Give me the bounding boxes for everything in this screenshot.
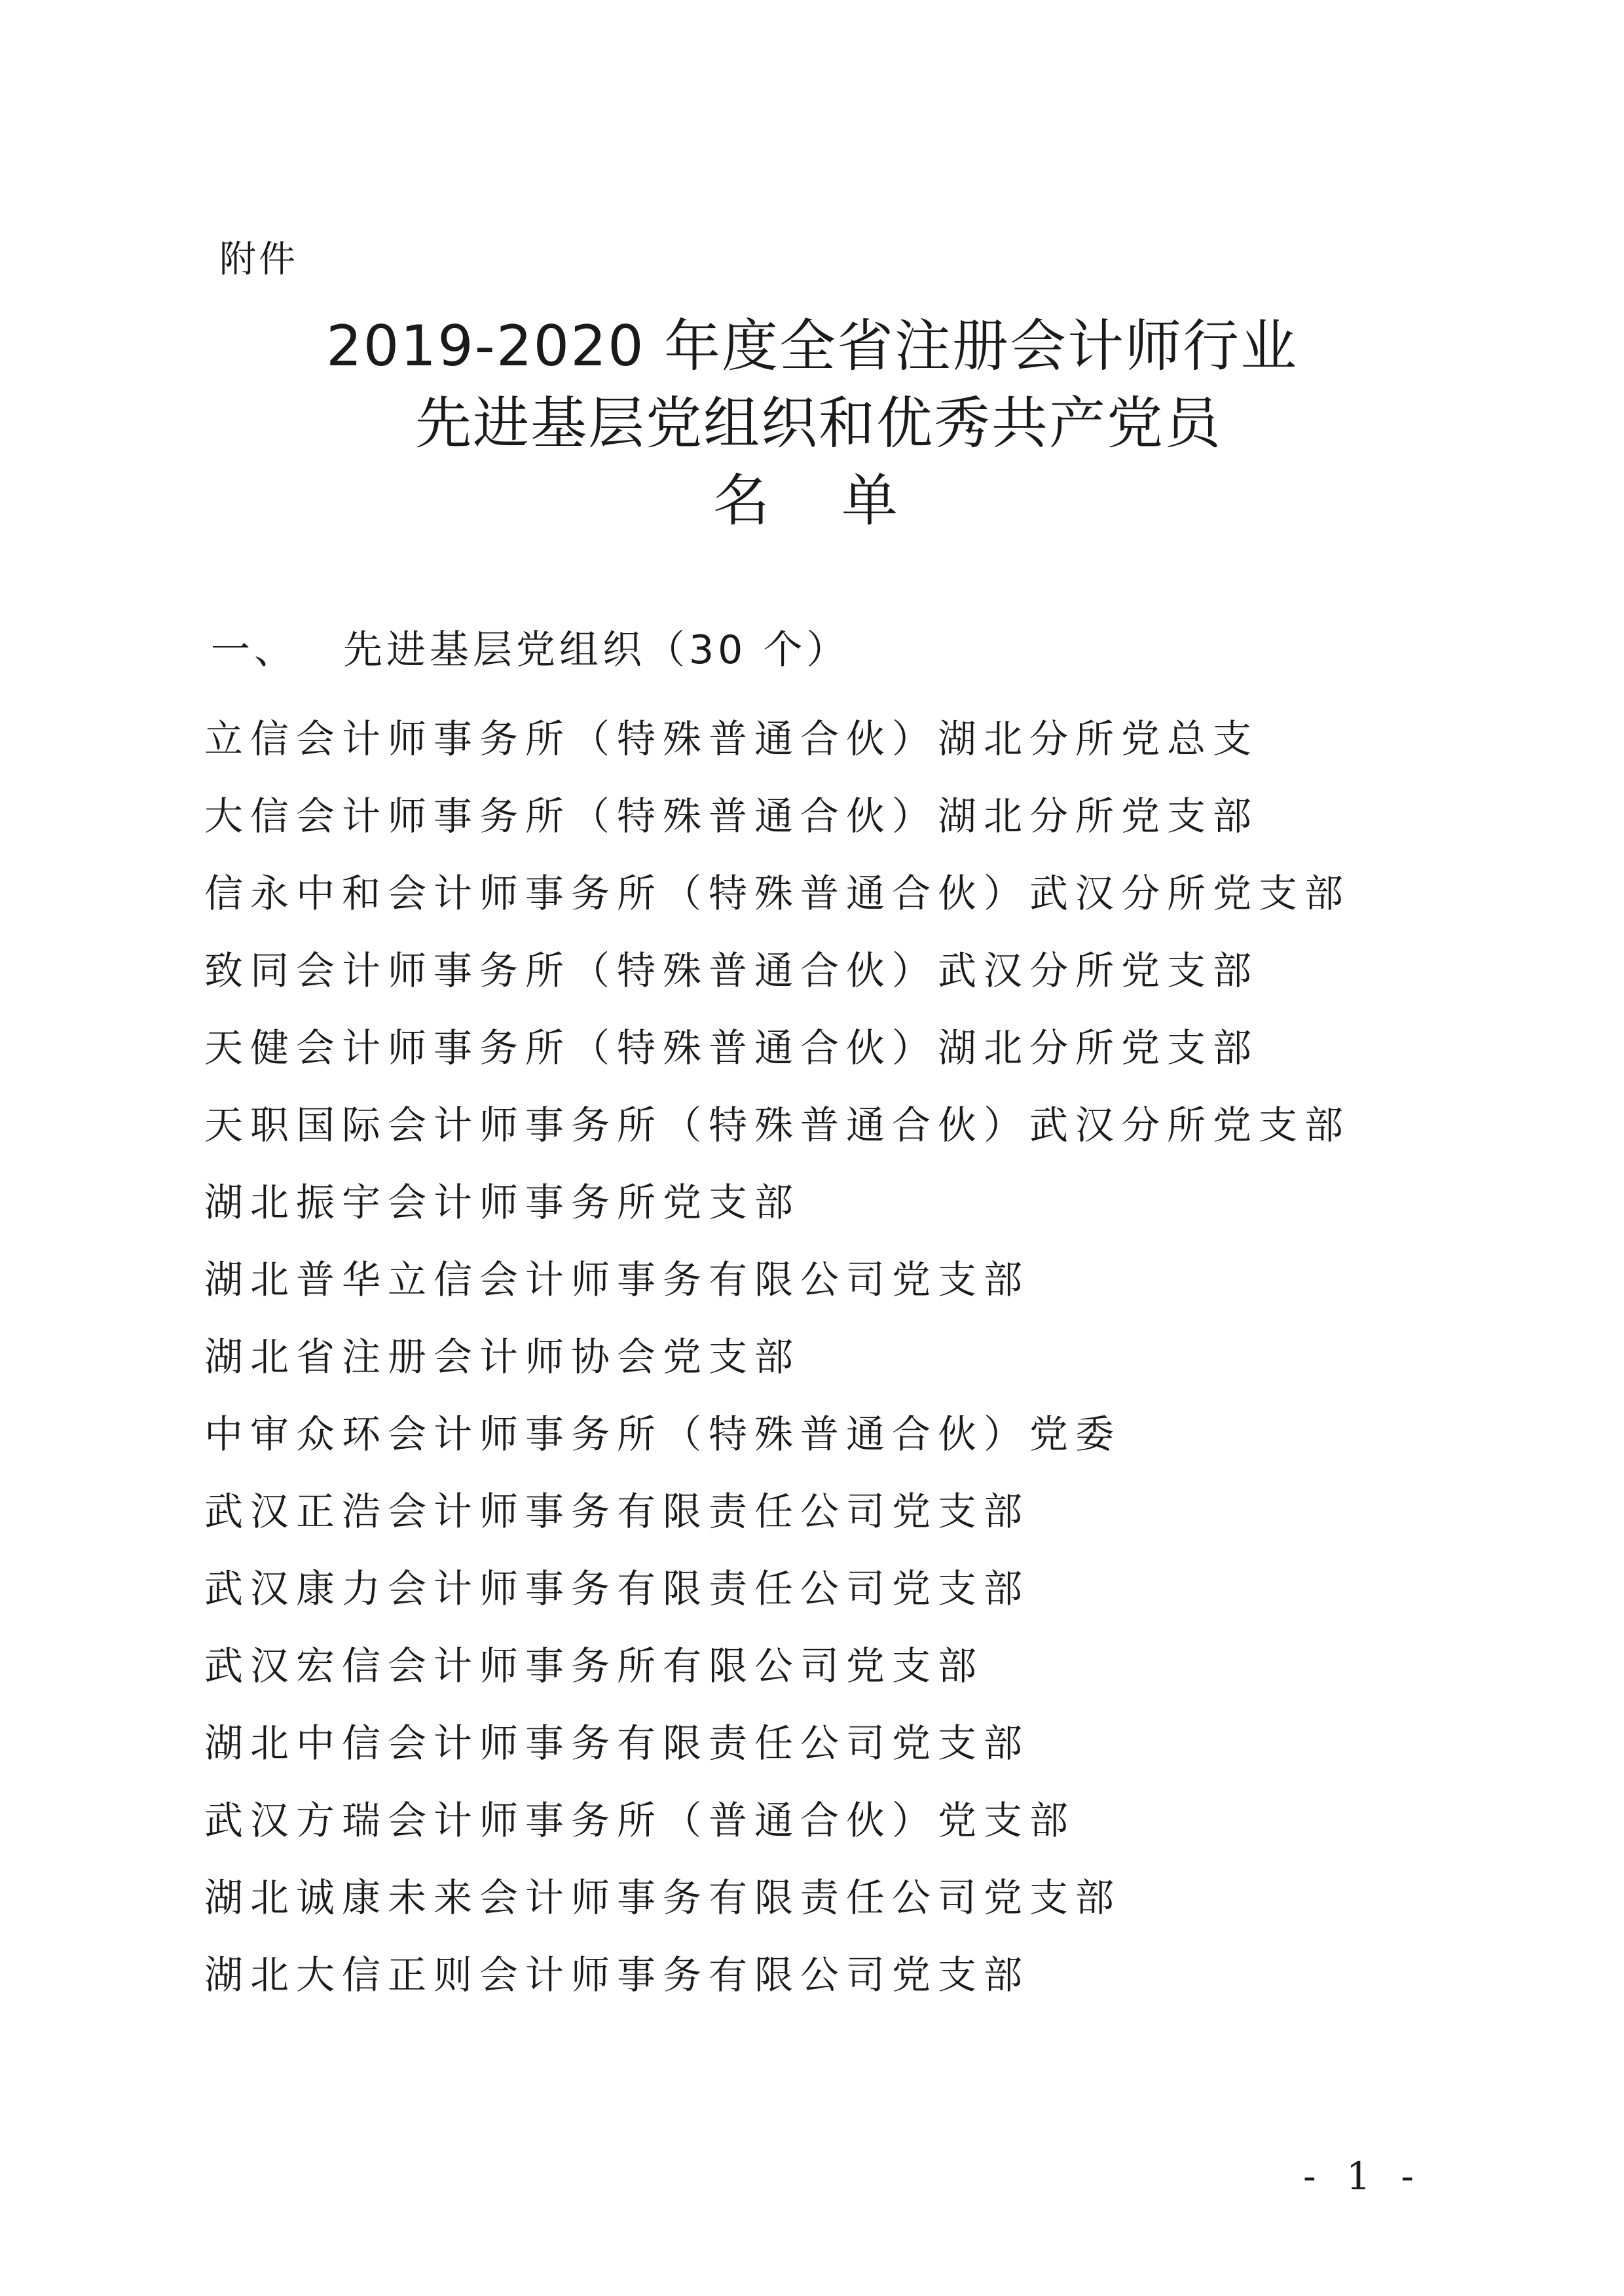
section-number: 一、	[211, 627, 297, 673]
organization-list	[204, 701, 1350, 2014]
page-number: - 1 -	[1303, 2154, 1423, 2198]
section-title: 先进基层党组织（30 个）	[343, 627, 850, 673]
list-item: 大信会计师事务所（特殊普通合伙）湖北分所党支部	[204, 793, 1259, 839]
title-line-1: 2019-2020 年度全省注册会计师行业	[325, 314, 1299, 379]
list-item: 天健会计师事务所（特殊普通合伙）湖北分所党支部	[204, 1025, 1259, 1070]
list-item: 湖北大信正则会计师事务有限公司党支部	[204, 1952, 1030, 1997]
list-item: 湖北省注册会计师协会党支部	[204, 1334, 801, 1379]
title-line-2: 先进基层党组织和优秀共产党员	[415, 391, 1222, 456]
list-item: 中审众环会计师事务所（特殊普通合伙）党委	[204, 1412, 1122, 1457]
list-item: 立信会计师事务所（特殊普通合伙）湖北分所党总支	[204, 716, 1259, 761]
list-item: 湖北振宇会计师事务所党支部	[204, 1180, 801, 1225]
list-item: 武汉康力会计师事务有限责任公司党支部	[204, 1566, 1030, 1611]
list-item: 致同会计师事务所（特殊普通合伙）武汉分所党支部	[204, 948, 1259, 993]
list-item: 湖北普华立信会计师事务有限公司党支部	[204, 1257, 1030, 1302]
list-item: 天职国际会计师事务所（特殊普通合伙）武汉分所党支部	[204, 1102, 1351, 1148]
list-item: 武汉正浩会计师事务有限责任公司党支部	[204, 1489, 1030, 1534]
section-heading	[211, 619, 849, 675]
document-title	[0, 308, 1624, 539]
list-item: 武汉方瑞会计师事务所（普通合伙）党支部	[204, 1798, 1076, 1843]
list-item: 湖北中信会计师事务有限责任公司党支部	[204, 1721, 1030, 1766]
title-line-3: 名单	[713, 468, 970, 534]
list-item: 武汉宏信会计师事务所有限公司党支部	[204, 1643, 984, 1688]
list-item: 湖北诚康未来会计师事务有限责任公司党支部	[204, 1875, 1122, 1920]
attachment-label: 附件	[219, 238, 298, 281]
list-item: 信永中和会计师事务所（特殊普通合伙）武汉分所党支部	[204, 871, 1351, 916]
